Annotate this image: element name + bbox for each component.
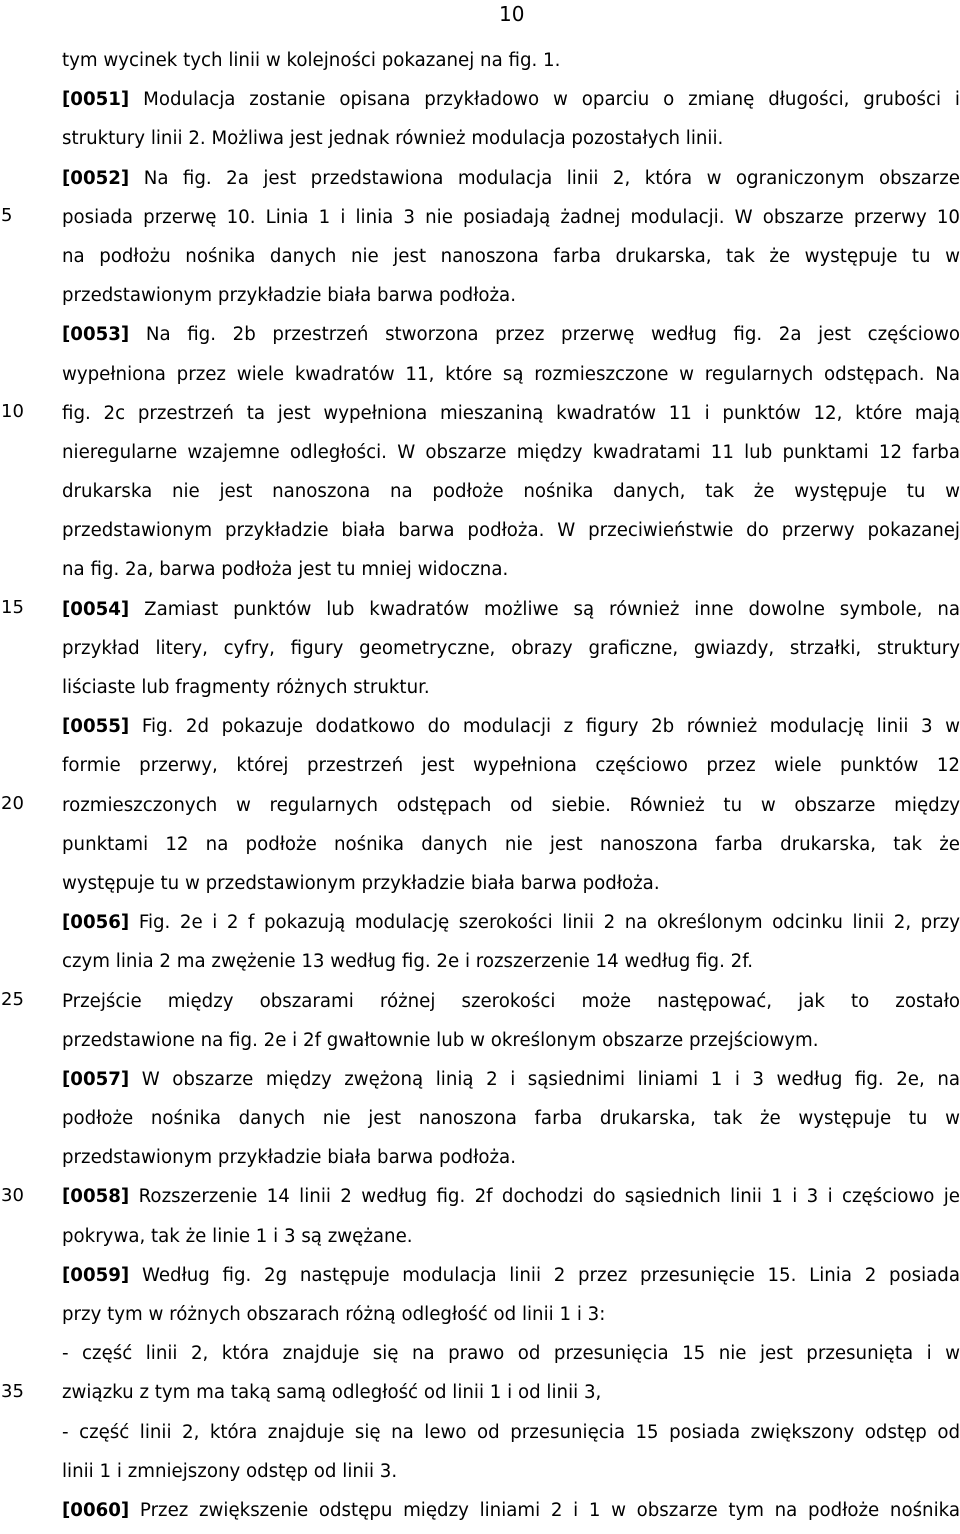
line-number-15: 15 <box>1 597 24 618</box>
text-line <box>62 707 960 746</box>
line-text: wypełniona przez wiele kwadratów 11, które są rozmieszczone w regularnych odstępach. Na <box>62 363 960 385</box>
line-number-35: 35 <box>1 1381 24 1402</box>
line-text: Modulacja zostanie opisana przykładowo w oparciu o zmianę długości, grubości i <box>129 89 960 111</box>
text-line <box>62 41 960 80</box>
line-text: Według fig. 2g następuje modulacja linii 2 przez przesunięcie 15. Linia 2 posiada <box>129 1264 960 1286</box>
text-line <box>62 237 960 276</box>
paragraph-number: [0058] <box>62 1186 130 1208</box>
line-text: na fig. 2a, barwa podłoża jest tu mniej widoczna. <box>62 559 509 581</box>
line-text: występuje tu w przedstawionym przykładzie biała barwa podłoża. <box>62 872 660 894</box>
line-text: posiada przerwę 10. Linia 1 i linia 3 nie posiadają żadnej modulacji. W obszarze przerwy 10 <box>62 206 960 228</box>
text-line <box>62 1295 960 1334</box>
line-number-25: 25 <box>1 989 24 1010</box>
text-line <box>62 394 960 433</box>
line-text: podłoże nośnika danych nie jest nanoszona farba drukarska, tak że występuje tu w <box>62 1108 960 1130</box>
text-line <box>62 1373 960 1412</box>
line-number-5: 5 <box>1 205 13 226</box>
text-line <box>62 629 960 668</box>
paragraph-number: [0060] <box>62 1499 130 1521</box>
page-number: 10 <box>499 2 525 26</box>
text-line <box>62 786 960 825</box>
line-text: Zamiast punktów lub kwadratów możliwe są również inne dowolne symbole, na <box>129 598 960 620</box>
line-number-30: 30 <box>1 1185 24 1206</box>
text-line <box>62 1099 960 1138</box>
text-line <box>62 472 960 511</box>
line-text: struktury linii 2. Możliwa jest jednak również modulacja pozostałych linii. <box>62 128 724 150</box>
line-text: Na fig. 2b przestrzeń stworzona przez przerwę według fig. 2a jest częściowo <box>129 324 960 346</box>
text-line <box>62 982 960 1021</box>
line-text: Przez zwiększenie odstępu między liniami 2 i 1 w obszarze tym na podłoże nośnika <box>129 1499 960 1521</box>
text-line <box>62 1217 960 1256</box>
text-line <box>62 1060 960 1099</box>
paragraph-number: [0052] <box>62 167 130 189</box>
line-text: Fig. 2e i 2 f pokazują modulację szerokości linii 2 na określonym odcinku linii 2, przy <box>129 912 960 934</box>
text-line <box>62 1177 960 1216</box>
text-line <box>62 590 960 629</box>
text-line <box>62 198 960 237</box>
text-line <box>62 1491 960 1530</box>
line-text: Rozszerzenie 14 linii 2 według fig. 2f dochodzi do sąsiednich linii 1 i 3 i częściowo je <box>129 1186 960 1208</box>
paragraph-number: [0053] <box>62 324 130 346</box>
line-text: przedstawionym przykładzie biała barwa podłoża. W przeciwieństwie do przerwy pokazanej <box>62 520 960 542</box>
line-text: tym wycinek tych linii w kolejności pokazanej na fig. 1. <box>62 50 561 71</box>
text-line <box>62 511 960 550</box>
line-text: rozmieszczonych w regularnych odstępach od siebie. Również tu w obszarze między <box>62 794 960 816</box>
paragraph-number: [0055] <box>62 716 130 738</box>
text-line <box>62 355 960 394</box>
line-text: fig. 2c przestrzeń ta jest wypełniona mieszaniną kwadratów 11 i punktów 12, które mają <box>62 402 960 424</box>
text-line <box>62 825 960 864</box>
line-text: czym linia 2 ma zwężenie 13 według fig. 2e i rozszerzenie 14 według fig. 2f. <box>62 951 754 973</box>
body-text <box>62 41 960 1530</box>
paragraph-number: [0056] <box>62 912 130 934</box>
text-line <box>62 119 960 158</box>
text-line <box>62 1256 960 1295</box>
text-line <box>62 276 960 315</box>
line-text: przedstawione na fig. 2e i 2f gwałtownie lub w określonym obszarze przejściowym. <box>62 1029 819 1051</box>
paragraph-number: [0051] <box>62 89 130 111</box>
line-text: Przejście między obszarami różnej szerokości może następować, jak to zostało <box>62 990 960 1012</box>
line-text: - część linii 2, która znajduje się na lewo od przesunięcia 15 posiada zwiększony odstęp od <box>62 1421 960 1443</box>
line-text: punktami 12 na podłoże nośnika danych nie jest nanoszona farba drukarska, tak że <box>62 833 960 855</box>
text-line <box>62 159 960 198</box>
text-line <box>62 903 960 942</box>
text-line <box>62 80 960 119</box>
line-text: przykład litery, cyfry, figury geometryczne, obrazy graficzne, gwiazdy, strzałki, struktury <box>62 637 960 659</box>
line-text: na podłożu nośnika danych nie jest nanoszona farba drukarska, tak że występuje tu w <box>62 245 960 267</box>
text-line <box>62 1334 960 1373</box>
text-line <box>62 1138 960 1177</box>
line-text: Fig. 2d pokazuje dodatkowo do modulacji z figury 2b również modulację linii 3 w <box>129 716 960 738</box>
line-text: W obszarze między zwężoną linią 2 i sąsiednimi liniami 1 i 3 według fig. 2e, na <box>129 1068 960 1090</box>
line-text: przy tym w różnych obszarach różną odległość od linii 1 i 3: <box>62 1304 606 1325</box>
line-text: drukarska nie jest nanoszona na podłoże nośnika danych, tak że występuje tu w <box>62 481 960 503</box>
line-text: Na fig. 2a jest przedstawiona modulacja linii 2, która w ograniczonym obszarze <box>129 167 960 189</box>
text-line <box>62 668 960 707</box>
line-text: związku z tym ma taką samą odległość od linii 1 i od linii 3, <box>62 1382 602 1404</box>
text-line <box>62 550 960 589</box>
line-text: pokrywa, tak że linie 1 i 3 są zwężane. <box>62 1225 413 1247</box>
text-line <box>62 1413 960 1452</box>
line-text: nieregularne wzajemne odległości. W obszarze między kwadratami 11 lub punktami 12 farba <box>62 441 960 463</box>
paragraph-number: [0054] <box>62 598 130 620</box>
text-line <box>62 746 960 785</box>
text-line <box>62 1452 960 1491</box>
line-number-20: 20 <box>1 793 24 814</box>
line-text: formie przerwy, której przestrzeń jest wypełniona częściowo przez wiele punktów 12 <box>62 755 960 777</box>
text-line <box>62 433 960 472</box>
line-text: - część linii 2, która znajduje się na prawo od przesunięcia 15 nie jest przesunięta i w <box>62 1343 960 1365</box>
line-text: przedstawionym przykładzie biała barwa podłoża. <box>62 285 516 307</box>
line-text: liściaste lub fragmenty różnych struktur. <box>62 677 430 698</box>
line-text: linii 1 i zmniejszony odstęp od linii 3. <box>62 1460 398 1482</box>
text-line <box>62 864 960 903</box>
line-text: przedstawionym przykładzie biała barwa podłoża. <box>62 1147 516 1169</box>
paragraph-number: [0057] <box>62 1068 130 1090</box>
text-line <box>62 942 960 981</box>
text-line <box>62 1021 960 1060</box>
paragraph-number: [0059] <box>62 1264 130 1286</box>
line-number-10: 10 <box>1 401 24 422</box>
text-line <box>62 315 960 354</box>
